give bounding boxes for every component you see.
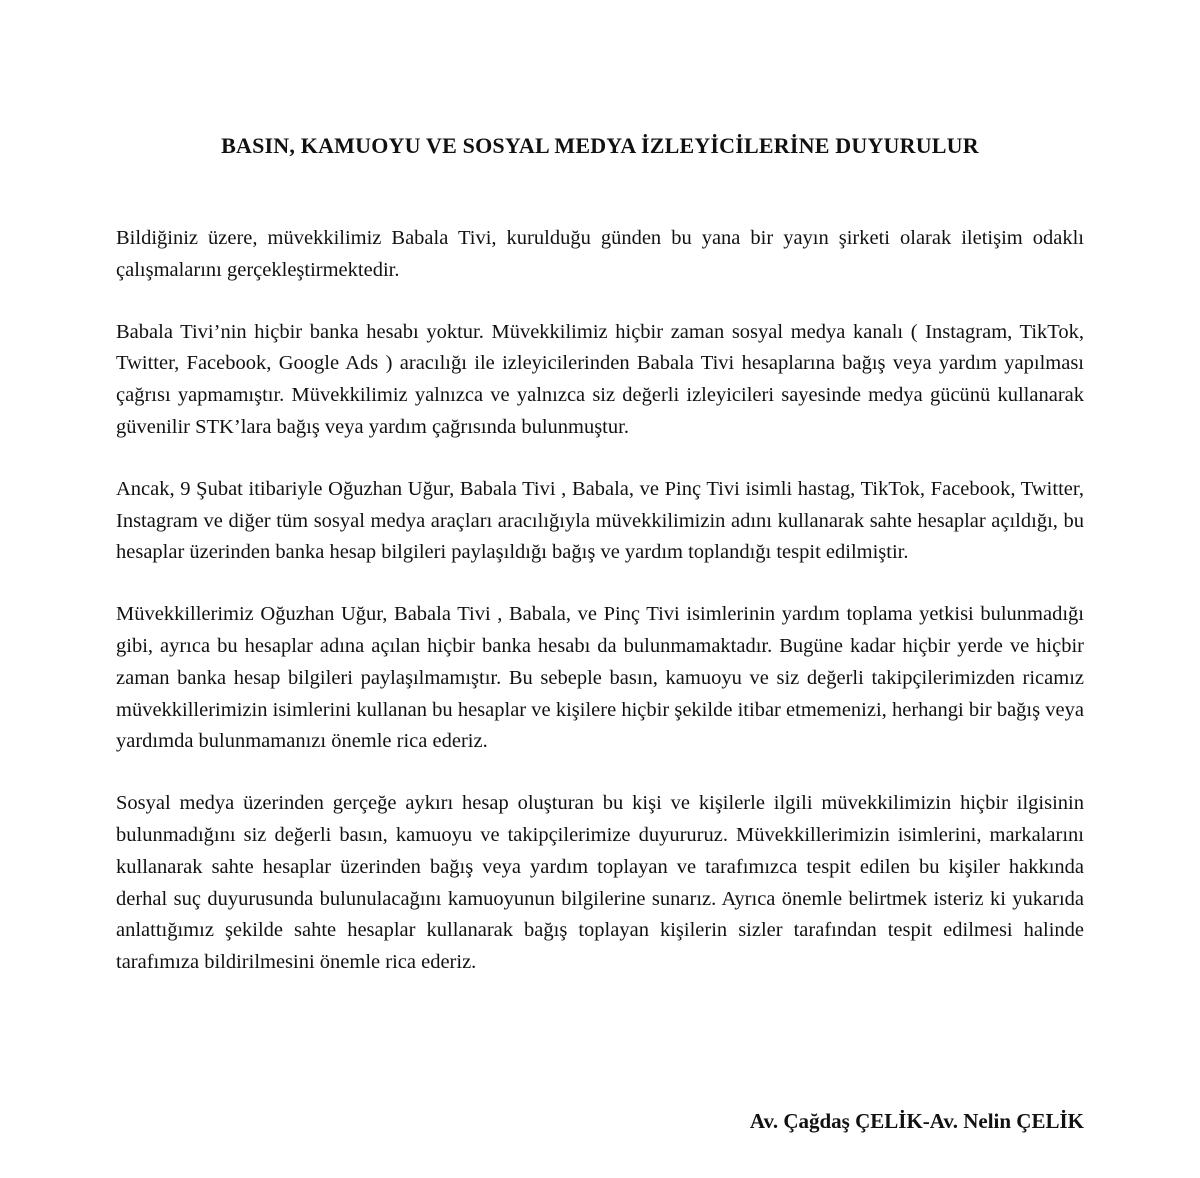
paragraph-intro: Bildiğiniz üzere, müvekkilimiz Babala Tivi, kurulduğu günden bu yana bir yayın şirketi olarak iletişim odaklı çalışmalarını gerçekleştirmektedir. (116, 227, 1084, 281)
document-title: BASIN, KAMUOYU VE SOSYAL MEDYA İZLEYİCİLERİNE DUYURULUR (221, 133, 979, 158)
paragraph-fake-accounts: Ancak, 9 Şubat itibariyle Oğuzhan Uğur, Babala Tivi , Babala, ve Pinç Tivi isimli hastag, TikTok, Facebook, Twitter, Instagram ve diğer tüm sosyal medya araçları aracılığıyla müvekkilimizin adını kullanarak sahte hesaplar açıldığı, bu hesaplar üzerinden banka hesap bilgileri paylaşıldığı bağış ve yardım toplandığı tespit edilmiştir. (116, 477, 1084, 564)
paragraph-no-bank-account: Babala Tivi’nin hiçbir banka hesabı yoktur. Müvekkilimiz hiçbir zaman sosyal medya kanalı ( Instagram, TikTok, Twitter, Facebook, Google Ads ) aracılığı ile izleyicilerinden Babala Tivi hesaplarına bağış veya yardım yapılması çağrısı yapmamıştır. Müvekkilimiz yalnızca ve yalnızca siz değerli izleyicileri sayesinde medya gücünü kullanarak güvenilir STK’lara bağış veya yardım çağrısında bulunmuştur. (116, 320, 1084, 438)
paragraph-legal-action: Sosyal medya üzerinden gerçeğe aykırı hesap oluşturan bu kişi ve kişilerle ilgili müvekkilimizin hiçbir ilgisinin bulunmadığını siz değerli basın, kamuoyu ve takipçilerimize duyururuz. Müvekkillerimizin isimlerini, markalarını kullanarak sahte hesaplar üzerinden bağış veya yardım toplayan ve tarafımızca tespit edilen bu kişiler hakkında derhal suç duyurusunda bulunulacağını kamuoyunun bilgilerine sunarız. Ayrıca önemle belirtmek isteriz ki yukarıda anlattığımız şekilde sahte hesaplar kullanarak bağış toplayan kişilerin sizler tarafından tespit edilmesi halinde tarafımıza bildirilmesini önemle rica ederiz. (116, 792, 1084, 974)
signature: Av. Çağdaş ÇELİK-Av. Nelin ÇELİK (749, 1109, 1084, 1133)
paragraph-request: Müvekkillerimiz Oğuzhan Uğur, Babala Tivi , Babala, ve Pinç Tivi isimlerinin yardım toplama yetkisi bulunmadığı gibi, ayrıca bu hesaplar adına açılan hiçbir banka hesabı da bulunmamaktadır. Bugüne kadar hiçbir yerde ve hiçbir zaman banka hesap bilgileri paylaşılmamıştır. Bu sebeple basın, kamuoyu ve siz değerli takipçilerimizden ricamız müvekkillerimizin isimlerini kullanan bu hesaplar ve kişilere hiçbir şekilde itibar etmemenizi, herhangi bir bağış veya yardımda bulunmamanızı önemle rica ederiz. (116, 603, 1084, 753)
document-body (116, 223, 1084, 1009)
